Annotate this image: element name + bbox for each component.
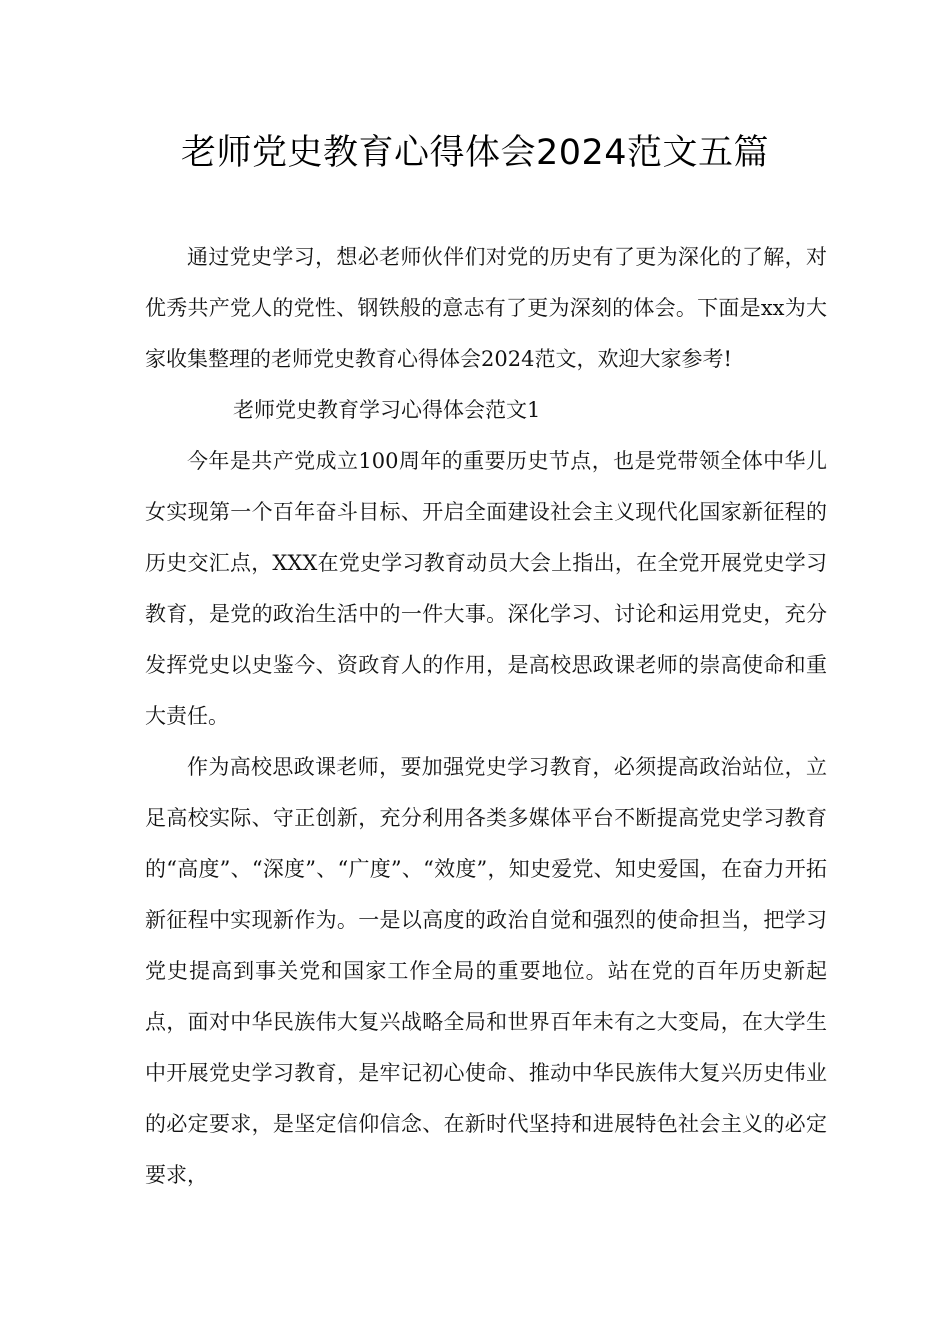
section-title: 老师党史教育学习心得体会范文1: [233, 398, 541, 422]
document-title: 老师党史教育心得体会2024范文五篇: [180, 133, 770, 173]
body-paragraph-2: 作为高校思政课老师，要加强党史学习教育，必须提高政治站位，立足高校实际、守正创新，充分利用各类多媒体平台不断提高党史学习教育的“高度”、“深度”、“广度”、“效度”，知史爱党、知史爱国，在奋力开拓新征程中实现新作为。一是以高度的政治自觉和强烈的使命担当，把学习党史提高到事关党和国家工作全局的重要地位。站在党的百年历史新起点，面对中华民族伟大复兴战略全局和世界百年未有之大变局，在大学生中开展党史学习教育，是牢记初心使命、推动中华民族伟大复兴历史伟业的必定要求，是坚定信仰信念、在新时代坚持和进展特色社会主义的必定要求，: [145, 755, 827, 1187]
body-paragraph-1: 今年是共产党成立100周年的重要历史节点，也是党带领全体中华儿女实现第一个百年奋斗目标、开启全面建设社会主义现代化国家新征程的历史交汇点，XXX在党史学习教育动员大会上指出，在全党开展党史学习教育，是党的政治生活中的一件大事。深化学习、讨论和运用党史，充分发挥党史以史鉴今、资政育人的作用，是高校思政课老师的崇高使命和重大责任。: [145, 449, 827, 728]
document-body: [145, 232, 827, 1201]
intro-paragraph: 通过党史学习，想必老师伙伴们对党的历史有了更为深化的了解，对优秀共产党人的党性、钢铁般的意志有了更为深刻的体会。下面是xx为大家收集整理的老师党史教育心得体会2024范文，欢迎大家参考!: [145, 245, 827, 371]
